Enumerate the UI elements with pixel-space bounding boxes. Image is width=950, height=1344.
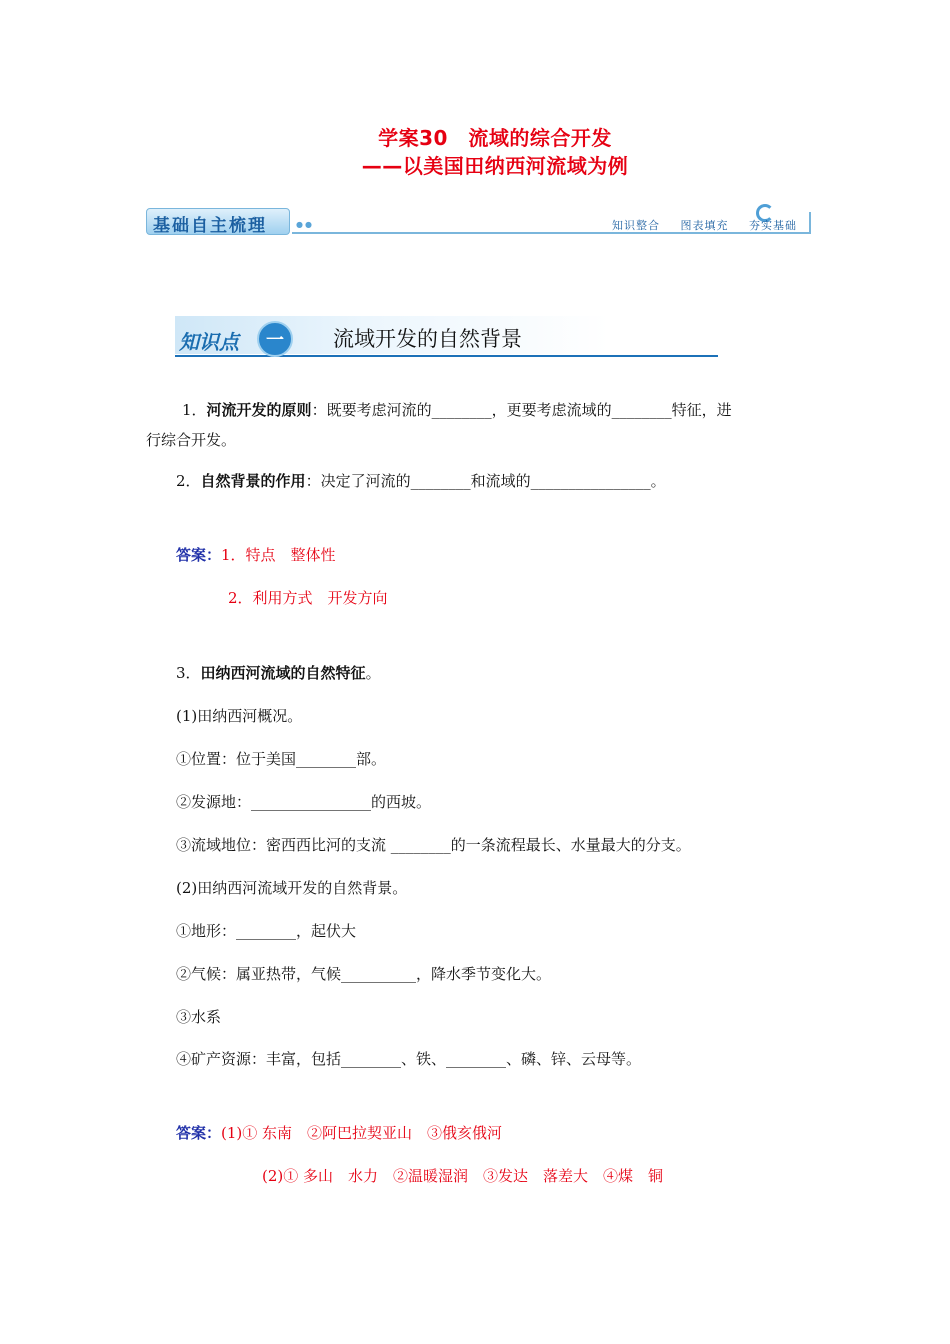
q1-number: 1． — [182, 401, 207, 419]
answer-label: 答案： — [176, 546, 222, 564]
question-1-line-2: 行综合开发。 — [146, 431, 237, 449]
answer-2-line-1 — [176, 1122, 502, 1144]
answer-1-text-1: 1．特点 整体性 — [221, 546, 336, 564]
answer-label: 答案： — [176, 1124, 222, 1142]
q2-number: 2． — [176, 472, 201, 490]
answer-2-text-1: (1)① 东南 ②阿巴拉契亚山 ③俄亥俄河 — [221, 1124, 503, 1142]
q3-item-source: ②发源地：________________的西坡。 — [176, 793, 432, 811]
knowledge-point-tag: 知识点 — [179, 330, 239, 354]
answer-1-line-1 — [176, 544, 336, 566]
knowledge-point-heading — [175, 316, 718, 358]
q3-item-location: ①位置：位于美国________部。 — [176, 750, 387, 768]
answer-2-line-2: (2)① 多山 水力 ②温暖湿润 ③发达 落差大 ④煤 铜 — [262, 1167, 664, 1185]
q3-end: 。 — [365, 664, 381, 682]
q2-heading: 自然背景的作用 — [200, 472, 306, 490]
q1-text: ：既要考虑河流的________，更要考虑流域的________特征，进 — [311, 401, 732, 419]
section-banner — [146, 206, 811, 236]
question-3 — [176, 662, 381, 684]
q3-item-minerals: ④矿产资源：丰富，包括________、铁、________、磷、锌、云母等。 — [176, 1050, 642, 1068]
answer-1-line-2: 2．利用方式 开发方向 — [228, 589, 388, 607]
banner-end-bar — [809, 212, 811, 234]
q1-heading: 河流开发的原则 — [206, 401, 312, 419]
q3-subheading-2: (2)田纳西河流域开发的自然背景。 — [176, 879, 408, 897]
q3-item-terrain: ①地形：________，起伏大 — [176, 922, 357, 940]
section-title: 流域开发的自然背景 — [333, 327, 522, 351]
document-title-line2: ——以美国田纳西河流域为例 — [361, 154, 629, 178]
banner-dots-decoration: ●● — [296, 220, 314, 229]
q3-heading: 田纳西河流域的自然特征 — [200, 664, 366, 682]
knowledge-point-number-badge — [257, 321, 293, 357]
q3-item-water-system: ③水系 — [176, 1008, 222, 1026]
knowledge-point-number: 一 — [266, 330, 284, 351]
q3-number: 3． — [176, 664, 201, 682]
banner-left-label: 基础自主梳理 — [153, 216, 267, 236]
q3-item-climate: ②气候：属亚热带，气候__________，降水季节变化大。 — [176, 965, 552, 983]
question-1-line-1 — [182, 399, 732, 421]
question-2 — [176, 470, 666, 492]
banner-tab — [146, 208, 290, 235]
q2-text: ：决定了河流的________和流域的________________。 — [305, 472, 666, 490]
q3-item-status: ③流域地位：密西西比河的支流 ________的一条流程最长、水量最大的分支。 — [176, 836, 691, 854]
document-title-line1: 学案30 流域的综合开发 — [378, 126, 612, 150]
q3-subheading-1: (1)田纳西河概况。 — [176, 707, 303, 725]
heading-underline — [175, 355, 718, 357]
banner-right-label: 知识整合 图表填充 夯实基础 — [612, 219, 797, 232]
